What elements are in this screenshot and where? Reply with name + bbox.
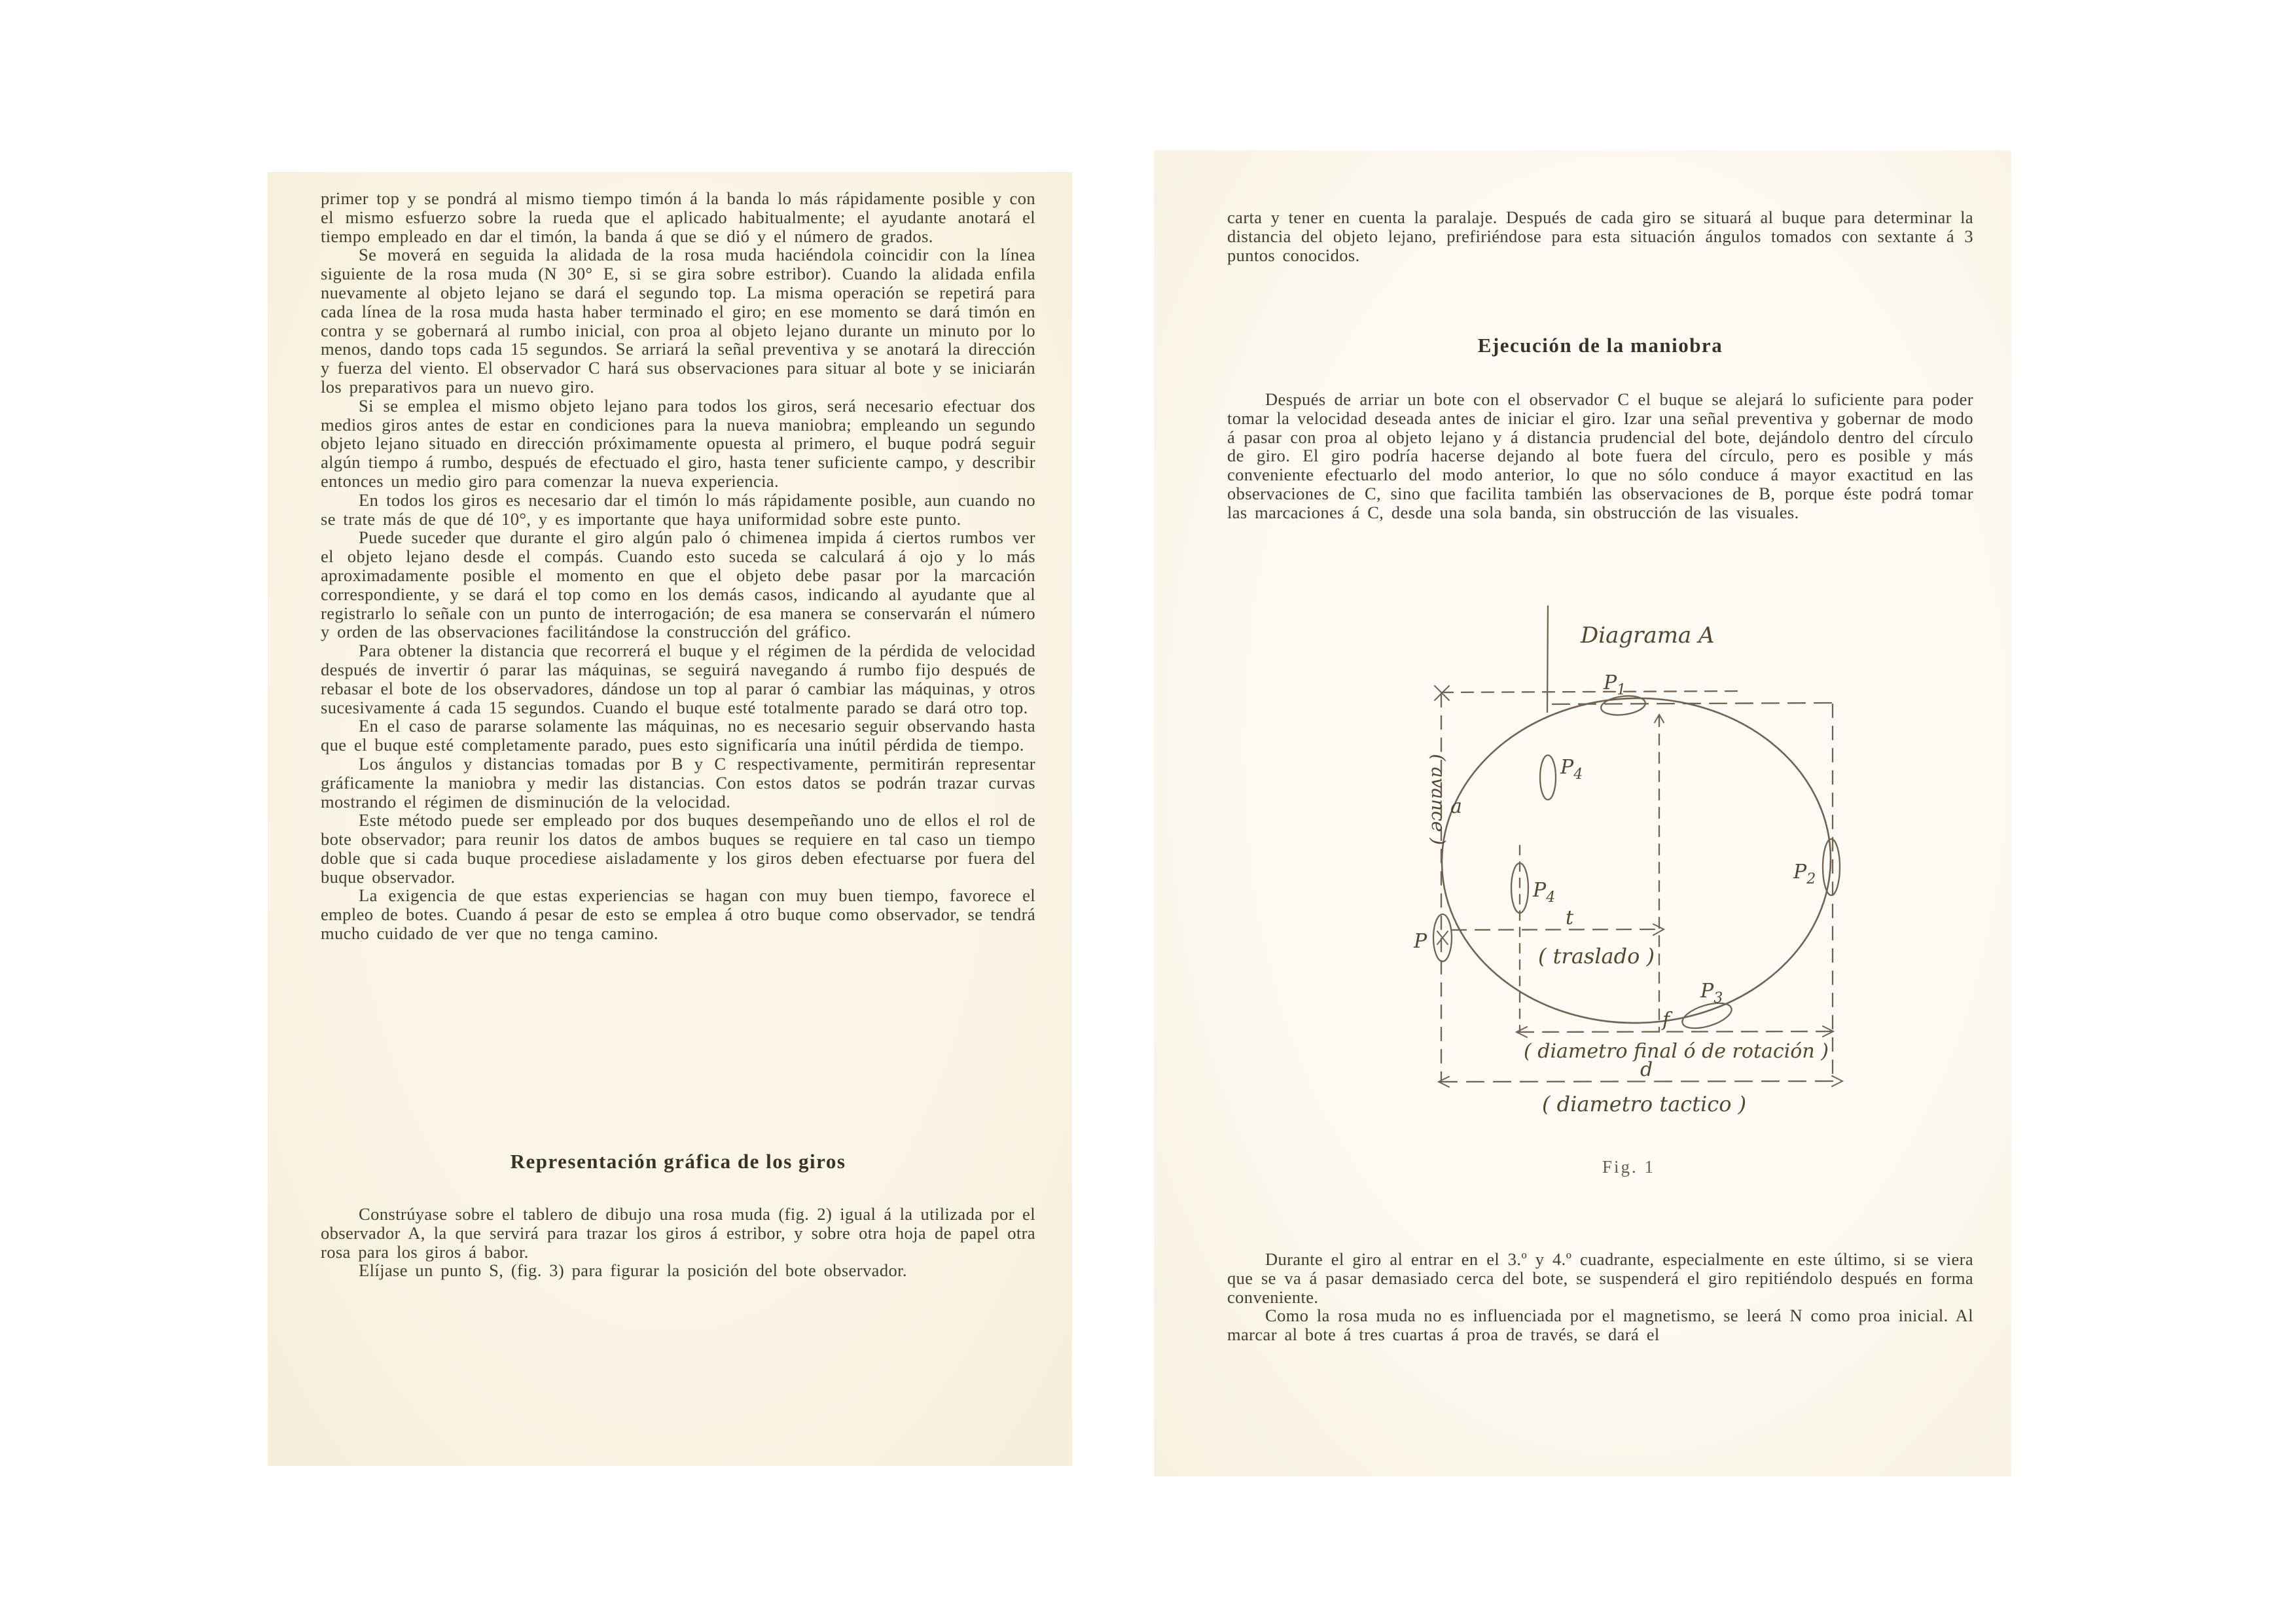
label-p1 [1603, 671, 1626, 698]
label-p4-lower-letter: P [1533, 879, 1547, 902]
label-p2-letter: P [1793, 861, 1807, 883]
figure-caption: Fig. 1 [1602, 1157, 1656, 1177]
label-avance-letter: a [1450, 795, 1462, 818]
label-p2 [1793, 861, 1816, 887]
paragraph: Durante el giro al entrar en el 3.º y 4.º cuadrante, especialmente en este último, si se viera que se va á pasar demasiado cerca del bote, se suspenderá el giro repitiéndolo después en forma conveniente. [1227, 1249, 1973, 1307]
final-diameter-dimension-line [1518, 1031, 1832, 1032]
label-avance: ( avance ) [1427, 754, 1449, 846]
traslado-dimension-line [1452, 929, 1662, 930]
label-p4-upper-sub: 4 [1573, 766, 1583, 783]
section-heading-representacion-grafica: Representación gráfica de los giros [510, 1150, 846, 1173]
label-p3-sub: 3 [1713, 990, 1723, 1007]
right-body-text-bottom [1227, 1250, 1973, 1344]
label-p2-sub: 2 [1806, 871, 1816, 887]
right-body-text-mid [1227, 390, 1973, 522]
label-p-start-letter: P [1414, 930, 1427, 953]
label-p3-letter: P [1700, 980, 1714, 1003]
ship-p-cross-mark [1437, 931, 1448, 944]
paragraph: Puede suceder que durante el giro algún palo ó chimenea impida á ciertos rumbos ver el objeto lejano desde el compás. Cuando esto suceda se calculará á ojo y lo más aproximadamente posible el momento en que el objeto debe pasar por la marcación correspondiente, y se dará el top como en los demás casos, indicando al ayudante que al registrarlo lo señale con un punto de interrogación; de esa manera se conservarán el número y orden de las observaciones facilitándose la construcción del gráfico. [321, 527, 1035, 642]
paragraph: Para obtener la distancia que recorrerá el buque y el régimen de la pérdida de velocidad después de invertir ó parar las máquinas, se seguirá navegando á rumbo fijo después de rebasar el bote de los observadores, dándose un top al parar ó cambiar las máquinas, y otros sucesivamente á cada 15 segundos. Cuando el buque esté totalmente parado se dará otro top. [321, 641, 1035, 717]
label-traslado: ( traslado ) [1538, 944, 1655, 969]
label-final-diameter: ( diametro final ó de rotación ) [1524, 1040, 1829, 1063]
label-p3 [1700, 980, 1723, 1007]
label-tactical-diameter-letter: d [1640, 1058, 1653, 1081]
paragraph: En el caso de pararse solamente las máquinas, no es necesario seguir observando hasta que el buque esté completamente parado, pues esto significaría una inútil pérdida de tiempo. [321, 716, 1035, 755]
paragraph: Después de arriar un bote con el observador C el buque se alejará lo suficiente para poder tomar la velocidad deseada antes de iniciar el giro. Izar una señal preventiva y gobernar de modo á pasar con proa al objeto lejano y á distancia prudencial del bote, dejándolo dentro del círculo de giro. El giro podría hacerse dejando al bote fuera del círculo, pero es posible y más conveniente efectuarlo del modo anterior, lo que no sólo conduce á mayor exactitud en las observaciones de C, sino que facilita también las observaciones de B, porque éste podrá tomar las marcaciones á C, desde una sola banda, sin obstrucción de las visuales. [1227, 389, 1973, 522]
left-body-text [321, 189, 1035, 943]
paragraph: Si se emplea el mismo objeto lejano para todos los giros, será necesario efectuar dos medios giros antes de estar en condiciones para la nueva maniobra; empleando un segundo objeto lejano situado en dirección próximamente opuesta al primero, el buque podrá seguir algún tiempo á rumbo, después de efectuado el giro, hasta tener suficiente campo, y describir entonces un medio giro para comenzar la nueva experiencia. [321, 395, 1035, 491]
label-p4-upper-letter: P [1560, 756, 1574, 779]
label-tactical-diameter: ( diametro tactico ) [1542, 1092, 1747, 1116]
approach-course-line [1547, 606, 1548, 712]
left-body-text-2 [321, 1205, 1035, 1280]
label-p4-upper [1560, 756, 1583, 783]
paragraph: primer top y se pondrá al mismo tiempo timón á la banda lo más rápidamente posible y con el mismo esfuerzo sobre la rueda que el aplicado habitualmente; el ayudante anotará el tiempo empleado en dar el timón, la banda á que se dió y el número de grados. [321, 188, 1035, 246]
turning-circle-diagram [1322, 602, 1911, 1191]
paragraph: Los ángulos y distancias tomadas por B y C respectivamente, permitirán representar gráficamente la maniobra y medir las distancias. Con estos datos se podrán trazar curvas mostrando el régimen de disminución de la velocidad. [321, 753, 1035, 812]
diagram-title: Diagrama A [1581, 622, 1715, 649]
paragraph: Elíjase un punto S, (fig. 3) para figurar la posición del bote observador. [359, 1260, 907, 1281]
paragraph: Este método puede ser empleado por dos buques desempeñando uno de ellos el rol de bote observador; para reunir los datos de ambos buques se requiere en tal caso un tiempo doble que si cada buque procediese aisladamente y los giros deben efectuarse por fuera del buque observador. [321, 810, 1035, 887]
paragraph: La exigencia de que estas experiencias se hagan con muy buen tiempo, favorece el empleo de botes. Cuando á pesar de esto se emplea á otro buque como observador, se tendrá mucho cuidado de ver que no tenga camino. [321, 885, 1035, 944]
right-page [1154, 151, 2011, 1476]
paragraph: Constrúyase sobre el tablero de dibujo una rosa muda (fig. 2) igual á la utilizada por el observador A, la que servirá para trazar los giros á estribor, y sobre otra hoja de papel otra rosa para los giros á babor. [321, 1204, 1035, 1262]
ship-p3 [1679, 998, 1734, 1033]
ship-p2 [1823, 839, 1840, 895]
label-p1-sub: 1 [1617, 682, 1626, 698]
section-heading-ejecucion-maniobra: Ejecución de la maniobra [1477, 334, 1723, 357]
paragraph: Se moverá en seguida la alidada de la rosa muda haciéndola coincidir con la línea siguiente de la rosa muda (N 30° E, si se gira sobre estribor). Cuando la alidada enfila nuevamente al objeto lejano se dará el segundo top. La misma operación se repetirá para cada línea de la rosa muda hasta haber terminado el giro; en ese momento se dará timón en contra y se gobernará al rumbo inicial, con proa al objeto lejano durante un minuto por lo menos, dando tops cada 15 segundos. Se arriará la señal preventiva y se anotará la dirección y fuerza del viento. El observador C hará sus observaciones para situar al bote y se iniciarán los preparativos para un nuevo giro. [321, 245, 1035, 397]
label-traslado-letter: t [1566, 906, 1574, 929]
tactical-diameter-dimension-line [1440, 1081, 1841, 1082]
paragraph: Como la rosa muda no es influenciada por el magnetismo, se leerá N como proa inicial. Al marcar al bote á tres cuartas á proa de través, se dará el [1227, 1306, 1973, 1345]
label-p1-letter: P [1604, 671, 1617, 694]
label-final-diameter-letter: f [1662, 1008, 1670, 1031]
ship-p4-upper [1540, 755, 1556, 800]
label-p4-lower [1532, 879, 1555, 906]
turning-circle-figure [1322, 602, 1911, 1191]
paragraph: carta y tener en cuenta la paralaje. Después de cada giro se situará al buque para determinar la distancia del objeto lejano, prefiriéndose para esta situación ángulos tomados con sextante á 3 puntos conocidos. [1227, 207, 1973, 265]
avance-top-dimension-line [1441, 691, 1741, 692]
paragraph: En todos los giros es necesario dar el timón lo más rápidamente posible, aun cuando no se trate más de que dé 10°, y es importante que haya uniformidad sobre este punto. [321, 490, 1035, 529]
turning-circle-path [1438, 693, 1835, 1027]
label-p4-lower-sub: 4 [1546, 889, 1556, 906]
left-page [268, 172, 1072, 1466]
right-body-text-top [1227, 208, 1973, 264]
label-p-start [1413, 930, 1427, 953]
